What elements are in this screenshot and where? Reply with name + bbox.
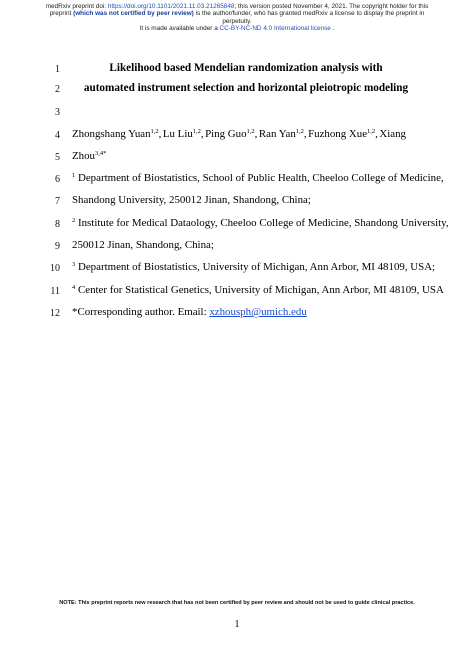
banner-text: ; this version posted November 4, 2021. The copyright holder for this xyxy=(234,3,429,10)
author-first-name: Xiang xyxy=(379,128,406,140)
banner-line-2 xyxy=(0,10,474,17)
affiliation-2 xyxy=(72,217,449,229)
affiliation-text: Institute for Medical Dataology, Cheeloo College of Medicine, Shandong University, xyxy=(77,217,449,229)
license-link[interactable]: CC-BY-NC-ND 4.0 International license xyxy=(219,24,331,32)
author-name: Zhongshang Yuan xyxy=(72,128,151,140)
line-number: 4 xyxy=(55,130,60,141)
author-affiliation-mark: 1,2 xyxy=(246,128,255,135)
affiliation-text: Center for Statistical Genetics, University of Michigan, Ann Arbor, MI 48109, USA xyxy=(77,284,444,296)
author: Fuzhong Xue$^{1,2}$, xyxy=(308,128,378,140)
author: Lu Liu$^{1,2}$, xyxy=(162,128,204,140)
affiliation-mark: 3 xyxy=(72,261,76,268)
banner-text: medRxiv preprint doi: xyxy=(45,3,108,10)
affiliation-mark: 1 xyxy=(72,172,76,179)
affiliation-mark: 2 xyxy=(72,217,76,224)
corresponding-author xyxy=(72,306,406,318)
author-affiliation-mark: 3,4* xyxy=(95,150,107,157)
banner-text: preprint xyxy=(49,10,74,18)
paper-title-line-1: Likelihood based Mendelian randomization analysis with xyxy=(109,62,383,74)
author: Zhongshang Yuan$^{1,2}$, xyxy=(72,128,162,140)
corresponding-label: *Corresponding author. Email: xyxy=(72,306,210,318)
line-number: 6 xyxy=(55,174,60,185)
line-number: 5 xyxy=(55,152,60,163)
author-name: Fuzhong Xue xyxy=(308,128,368,140)
banner-line-4 xyxy=(0,25,474,32)
banner-line-1 xyxy=(0,3,474,10)
medrxiv-banner xyxy=(0,3,474,32)
paper-title-line-2: automated instrument selection and horizontal pleiotropic modeling xyxy=(83,82,409,94)
line-number: 8 xyxy=(55,219,60,230)
affiliation-1-continued: Shandong University, 250012 Jinan, Shandong, China; xyxy=(72,194,311,206)
doi-link[interactable]: https://doi.org/10.1101/2021.11.03.21265848 xyxy=(107,3,235,10)
peer-review-notice: (which was not certified by peer review) xyxy=(73,10,194,18)
author-continued xyxy=(72,150,406,162)
line-number: 2 xyxy=(55,84,60,95)
line-number: 9 xyxy=(55,241,60,252)
banner-text: It is made available under a xyxy=(139,24,220,32)
peer-review-disclaimer: NOTE: This preprint reports new research that has not been certified by peer review and should not be used to guide clinical practice. xyxy=(59,600,415,606)
affiliation-1 xyxy=(72,172,444,184)
author-name: Ping Guo xyxy=(205,128,247,140)
banner-line-3: perpetuity. xyxy=(222,17,252,25)
author: Ran Yan$^{1,2}$, xyxy=(258,128,307,140)
author: Ping Guo$^{1,2}$, xyxy=(205,128,258,140)
email-link[interactable]: xzhousph@umich.edu xyxy=(209,306,307,318)
author-affiliation-mark: 1,2 xyxy=(192,128,201,135)
author-affiliation-mark: 1,2 xyxy=(150,128,159,135)
line-number: 1 xyxy=(55,64,60,75)
author-affiliation-mark: 1,2 xyxy=(295,128,304,135)
author-name: Zhou xyxy=(72,150,95,162)
line-number: 3 xyxy=(55,107,60,118)
author-affiliation-mark: 1,2 xyxy=(367,128,376,135)
line-number: 12 xyxy=(50,308,60,319)
affiliation-4 xyxy=(72,284,444,296)
affiliation-2-continued: 250012 Jinan, Shandong, China; xyxy=(72,239,214,251)
line-number: 11 xyxy=(50,286,60,297)
line-number: 10 xyxy=(50,263,60,274)
page-number: 1 xyxy=(234,619,240,630)
banner-text: . xyxy=(330,24,335,32)
affiliation-text: Department of Biostatistics, University of Michigan, Ann Arbor, MI 48109, USA; xyxy=(77,261,436,273)
author-name: Lu Liu xyxy=(162,128,193,140)
affiliation-mark: 4 xyxy=(72,284,76,291)
line-number: 7 xyxy=(55,196,60,207)
author-name: Ran Yan xyxy=(258,128,296,140)
affiliation-text: Department of Biostatistics, School of Public Health, Cheeloo College of Medicine, xyxy=(77,172,444,184)
author-list xyxy=(72,128,406,140)
affiliation-3 xyxy=(72,261,436,273)
banner-text: is the author/funder, who has granted medRxiv a license to display the preprint in xyxy=(193,10,425,18)
